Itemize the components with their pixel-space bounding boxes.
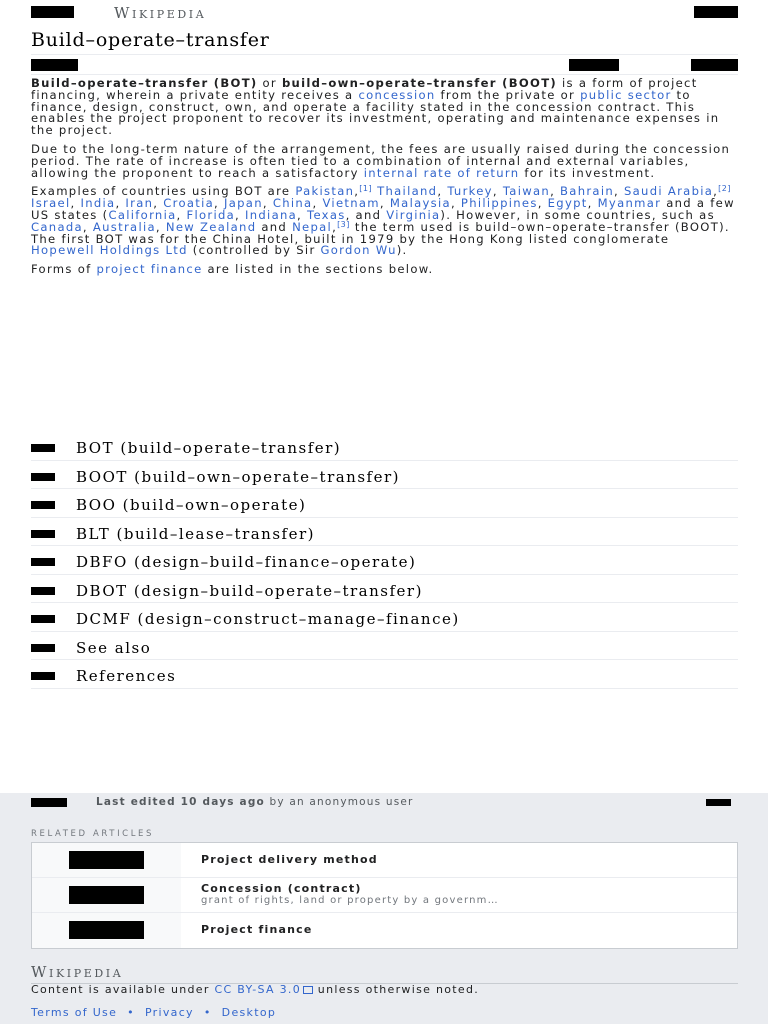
link-egypt[interactable]: Egypt (547, 196, 588, 211)
link-canada[interactable]: Canada (31, 219, 83, 234)
clock-icon (31, 798, 67, 807)
link-philippines[interactable]: Philippines (460, 196, 538, 211)
related-article-card[interactable] (32, 913, 737, 948)
link-myanmar[interactable]: Myanmar (597, 196, 662, 211)
link-iran[interactable]: Iran (125, 196, 154, 211)
related-article-card[interactable] (32, 843, 737, 878)
link-hopewell-holdings[interactable]: Hopewell Holdings Ltd (31, 243, 188, 258)
last-edited-bar[interactable] (0, 793, 768, 812)
link-saudi-arabia[interactable]: Saudi Arabia (623, 184, 714, 199)
ref-3[interactable]: [3] (337, 219, 350, 229)
related-articles-label: RELATED ARTICLES (31, 829, 155, 839)
section-heading[interactable]: References (76, 667, 177, 685)
header-bar (0, 0, 768, 26)
language-icon[interactable] (31, 59, 78, 71)
article-content (31, 78, 738, 283)
chevron-down-icon (31, 558, 55, 566)
link-taiwan[interactable]: Taiwan (502, 184, 551, 199)
related-article-card[interactable] (32, 878, 737, 913)
related-article-description: grant of rights, land or property by a governm… (201, 895, 499, 906)
ref-1[interactable]: [1] (359, 184, 373, 194)
section-heading[interactable]: DBFO (design–build–finance–operate) (76, 553, 417, 571)
desktop-link[interactable]: Desktop (221, 1006, 277, 1019)
link-new-zealand[interactable]: New Zealand (165, 219, 257, 234)
title-divider (31, 54, 738, 55)
section-bot[interactable] (31, 432, 738, 461)
section-dbfo[interactable] (31, 546, 738, 575)
link-separator: • (127, 1006, 135, 1019)
link-turkey[interactable]: Turkey (447, 184, 493, 199)
external-link-icon (303, 986, 313, 994)
footer-wordmark: Wikipedia (31, 963, 124, 981)
section-heading[interactable]: DBOT (design–build–operate–transfer) (76, 581, 423, 600)
chevron-down-icon (31, 501, 55, 509)
article-thumbnail (69, 851, 144, 869)
section-heading[interactable]: BLT (build–lease–transfer) (76, 524, 315, 543)
link-gordon-wu[interactable]: Gordon Wu (320, 243, 397, 258)
link-pakistan[interactable]: Pakistan (295, 184, 355, 199)
link-israel[interactable]: Israel (31, 196, 71, 211)
link-florida[interactable]: Florida (186, 207, 236, 222)
section-dcmf[interactable] (31, 603, 738, 632)
link-indiana[interactable]: Indiana (245, 207, 298, 222)
section-heading[interactable]: BOOT (build–own–operate–transfer) (76, 467, 400, 486)
last-edited-text: Last edited 10 days ago by an anonymous user (96, 796, 414, 808)
link-australia[interactable]: Australia (92, 219, 156, 234)
link-malaysia[interactable]: Malaysia (389, 196, 451, 211)
link-japan[interactable]: Japan (224, 196, 263, 211)
chevron-down-icon (31, 672, 55, 680)
section-heading[interactable]: BOO (build–own–operate) (76, 496, 307, 514)
related-article-title[interactable]: Project delivery method (201, 853, 378, 866)
chevron-down-icon (31, 473, 55, 481)
link-china[interactable]: China (272, 196, 313, 211)
bold-term: build–own–operate–transfer (BOOT) (281, 76, 557, 90)
footer-links (31, 1006, 276, 1019)
chevron-down-icon (31, 615, 55, 623)
section-heading[interactable]: DCMF (design–construct–manage–finance) (76, 610, 460, 628)
chevron-right-icon (706, 799, 731, 806)
section-list (31, 432, 738, 689)
link-vietnam[interactable]: Vietnam (322, 196, 380, 211)
related-article-title[interactable]: Project finance (201, 923, 313, 936)
article-thumbnail (69, 921, 144, 939)
chevron-down-icon (31, 644, 55, 652)
section-boo[interactable] (31, 489, 738, 518)
section-heading[interactable]: BOT (build–operate–transfer) (76, 439, 342, 457)
link-concession[interactable]: concession (358, 87, 436, 102)
link-public-sector[interactable]: public sector (580, 87, 672, 102)
chevron-down-icon (31, 587, 55, 595)
section-heading[interactable]: See also (76, 638, 152, 657)
actions-divider (31, 74, 738, 75)
bold-term: Build–operate–transfer (BOT) (31, 76, 258, 90)
privacy-link[interactable]: Privacy (144, 1006, 194, 1019)
link-separator: • (203, 1006, 212, 1019)
star-icon[interactable] (569, 59, 619, 71)
search-icon[interactable] (694, 6, 738, 18)
section-blt[interactable] (31, 518, 738, 547)
link-bahrain[interactable]: Bahrain (560, 184, 614, 199)
link-california[interactable]: California (108, 207, 177, 222)
license-link[interactable]: CC BY-SA 3.0 (214, 983, 301, 996)
related-articles-list (31, 842, 738, 949)
link-india[interactable]: India (80, 196, 116, 211)
ref-2[interactable]: [2] (718, 184, 731, 194)
link-nepal[interactable]: Nepal (292, 219, 333, 234)
license-text: Content is available under CC BY-SA 3.0 unless otherwise noted. (31, 983, 480, 996)
examples-paragraph: Examples of countries using BOT are Pakistan,[1] Thailand, Turkey, Taiwan, Bahrain, Saudi Arabia,[2] Israel, India, Iran, Croatia, Japan, China, Vietnam, Malaysia, Philippines, Egypt, Myanmar and a few US states (California, Florida, Indiana, Texas, and Virginia). However, in some countries, such as Canada, Australia, New Zealand and Nepal,[3] the term used is build–own–operate–transfer (BOOT). The first BOT was for the China Hotel, built in 1979 by the Hong Kong listed conglomerate Hopewell Holdings Ltd (controlled by Sir Gordon Wu). (31, 184, 735, 258)
pencil-icon[interactable] (691, 59, 738, 71)
page-title: Build–operate–transfer (31, 29, 270, 51)
link-virginia[interactable]: Virginia (386, 207, 441, 222)
wikipedia-wordmark[interactable]: Wikipedia (114, 4, 207, 22)
hamburger-menu-icon[interactable] (31, 6, 74, 18)
fees-paragraph: Due to the long-term nature of the arrangement, the fees are usually raised during the concession period. The rate of increase is often tied to a combination of internal and external variables, allowing the proponent to reach a satisfactory internal rate of return for its investment. (31, 141, 731, 180)
article-thumbnail (69, 886, 144, 904)
related-article-title[interactable]: Concession (contract) (201, 882, 362, 895)
link-thailand[interactable]: Thailand (377, 184, 438, 199)
link-croatia[interactable]: Croatia (163, 196, 215, 211)
intro-paragraph: Build–operate–transfer (BOT) or build–own–operate–transfer (BOOT) is a form of project financing, wherein a private entity receives a concession from the private or public sector to finance, design, construct, own, and operate a facility stated in the concession contract. This enables the project proponent to recover its investment, operating and maintenance expenses in the project. (31, 76, 720, 138)
chevron-down-icon (31, 444, 55, 452)
section-references[interactable] (31, 660, 738, 689)
section-dbot[interactable] (31, 575, 738, 604)
chevron-down-icon (31, 530, 55, 538)
terms-of-use-link[interactable]: Terms of Use (31, 1006, 118, 1019)
link-internal-rate-of-return[interactable]: internal rate of return (363, 165, 520, 180)
forms-paragraph: Forms of project finance are listed in the sections below. (31, 262, 434, 277)
section-see-also[interactable] (31, 632, 738, 661)
section-boot[interactable] (31, 461, 738, 490)
link-texas[interactable]: Texas (307, 207, 346, 222)
link-project-finance[interactable]: project finance (96, 262, 203, 277)
